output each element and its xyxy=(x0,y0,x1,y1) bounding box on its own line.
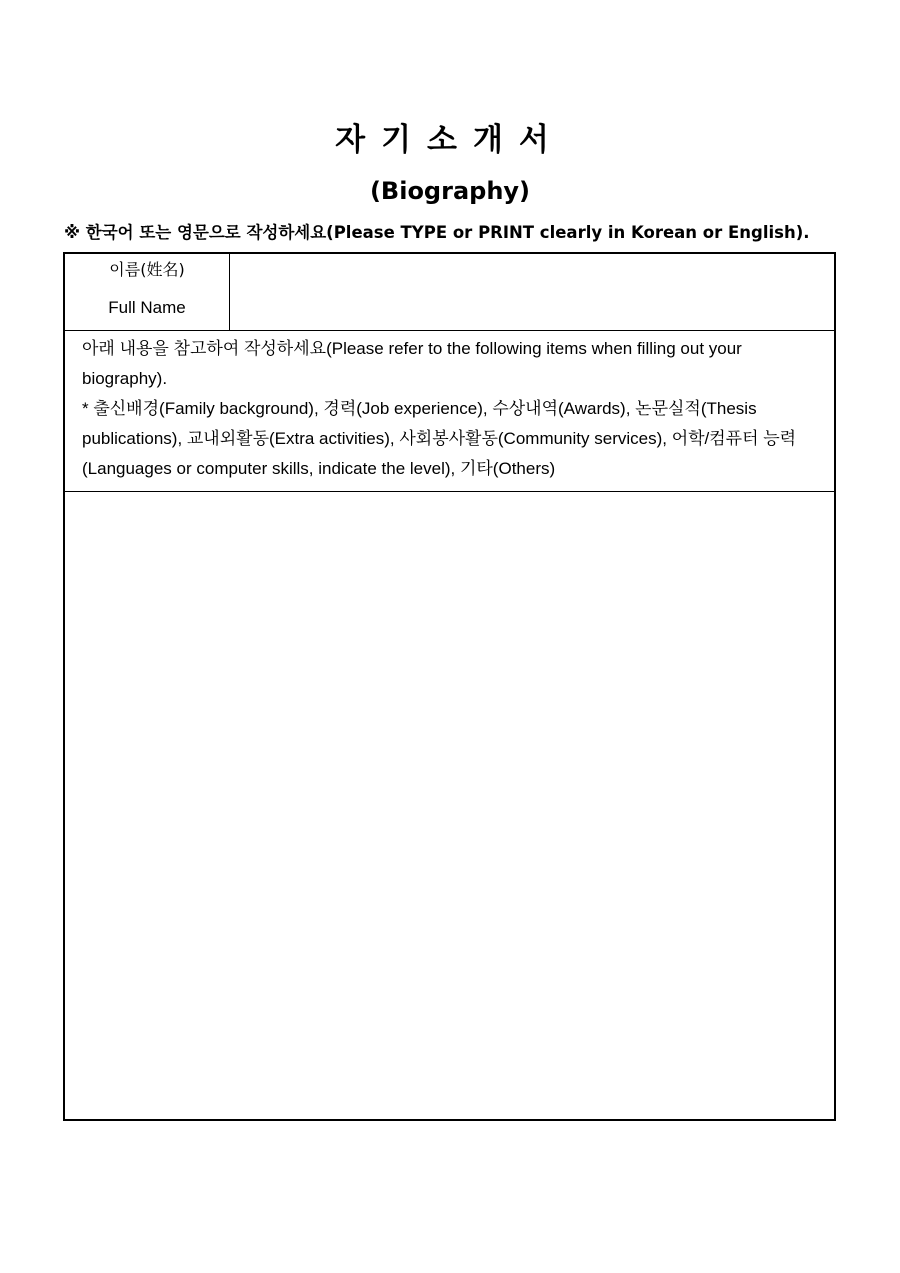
name-label-cell xyxy=(65,254,230,330)
full-name-field[interactable] xyxy=(231,254,834,330)
document-subtitle: (Biography) xyxy=(369,177,531,205)
language-notice: ※ 한국어 또는 영문으로 작성하세요(Please TYPE or PRINT clearly in Korean or English). xyxy=(64,223,810,242)
instructions-cell xyxy=(65,331,834,492)
instruction-intro: 아래 내용을 참고하여 작성하세요(Please refer to the following items when filling out your biography). xyxy=(82,339,742,388)
name-label-english: Full Name xyxy=(108,298,186,317)
document-title: 자기소개서 xyxy=(335,122,565,158)
instruction-items: * 출신배경(Family background), 경력(Job experience), 수상내역(Awards), 논문실적(Thesis publications), 교내외활동(Extra activities), 사회봉사활동(Community services), 어학/컴퓨터 능력(Languages or computer skills, indicate the level), 기타(Others) xyxy=(82,399,797,478)
name-label-korean: 이름(姓名) xyxy=(109,260,185,279)
biography-text-area[interactable] xyxy=(65,492,834,1119)
name-row xyxy=(65,254,834,331)
biography-form xyxy=(63,252,836,1121)
